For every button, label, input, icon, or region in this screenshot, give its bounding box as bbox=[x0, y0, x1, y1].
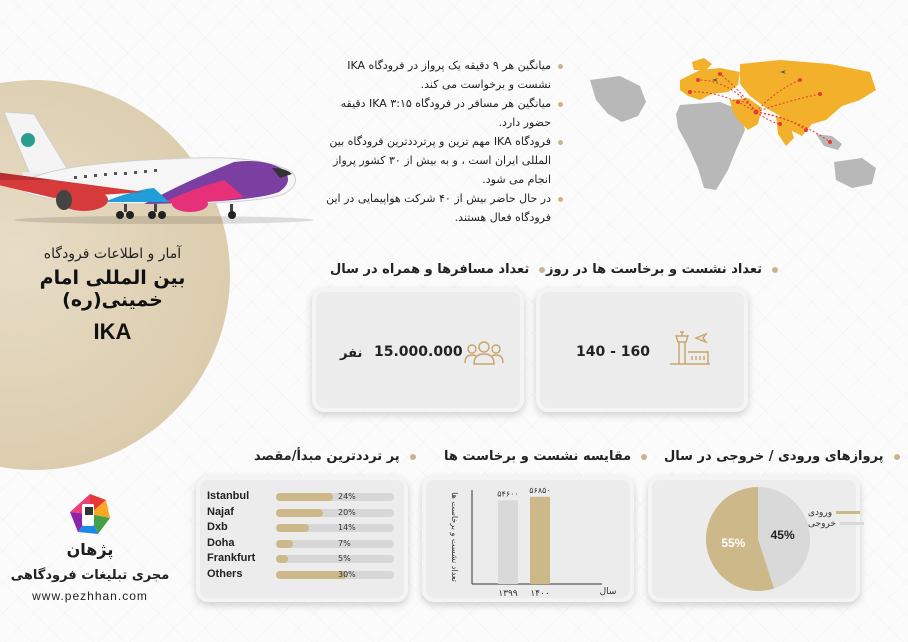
fact-item: فرودگاه IKA مهم ترین و پرترددترین فرودگاه بین المللی ایران است ، و به بیش از ۳۰ کشور پرواز انجام می شود. bbox=[318, 132, 563, 189]
destination-percent: 5% bbox=[338, 554, 351, 563]
passengers-card bbox=[312, 288, 524, 412]
destination-bar bbox=[276, 540, 293, 548]
destination-bar bbox=[276, 493, 333, 501]
comparison-bar-chart bbox=[422, 476, 634, 602]
airport-tower-icon bbox=[666, 328, 714, 368]
bar-1 bbox=[530, 497, 550, 584]
facts-list bbox=[318, 56, 563, 227]
legend-swatch-outgoing bbox=[840, 522, 864, 525]
destination-percent: 7% bbox=[338, 538, 351, 548]
comparison-section-title: مقایسه نشست و برخاست ها bbox=[444, 449, 647, 464]
people-icon bbox=[464, 340, 504, 366]
bullet-dot bbox=[894, 454, 900, 460]
pie-slice-label: 45% bbox=[770, 528, 795, 543]
destination-label: Doha bbox=[207, 536, 235, 549]
title-code: IKA bbox=[93, 319, 132, 344]
flights-section-title: تعداد نشست و برخاست ها در روز bbox=[546, 262, 778, 277]
bar-0 bbox=[498, 500, 518, 584]
fact-item: میانگین هر ۹ دقیقه یک پرواز در فرودگاه IKA نشست و برخواست می کند. bbox=[318, 56, 563, 94]
bullet-dot bbox=[772, 267, 778, 273]
x-axis-label: سال bbox=[599, 587, 617, 597]
legend-swatch-incoming bbox=[836, 511, 860, 514]
pie-chart bbox=[698, 484, 818, 594]
passengers-value: 15.000.000 bbox=[374, 344, 463, 360]
legend-item-outgoing: خروجی bbox=[808, 519, 864, 529]
destination-bar-track bbox=[276, 555, 394, 563]
destinations-section-title: پر ترددترین مبدأ/مقصد bbox=[254, 449, 416, 464]
destination-percent: 30% bbox=[338, 569, 356, 579]
destination-bar bbox=[276, 524, 309, 532]
bar-value-label: ۵۶۸۵۰ bbox=[529, 485, 551, 495]
fact-item: در حال حاضر بیش از ۴۰ شرکت هواپیمایی در این فرودگاه فعال هستند. bbox=[318, 189, 563, 227]
destination-bar-track bbox=[276, 493, 394, 501]
destination-bar-track bbox=[276, 524, 394, 532]
destination-bar bbox=[276, 555, 288, 563]
y-axis-label: تعداد نشست و برخاست ها bbox=[450, 492, 459, 582]
destinations-chart-card bbox=[196, 476, 408, 602]
destination-bar bbox=[276, 509, 323, 517]
title-line-1: آمار و اطلاعات فرودگاه bbox=[43, 246, 182, 262]
comparison-chart-card bbox=[422, 476, 634, 602]
bullet-dot bbox=[410, 454, 416, 460]
pie-slice-label: 55% bbox=[721, 535, 746, 550]
destination-bar-track bbox=[276, 571, 394, 579]
destination-label: Frankfurt bbox=[207, 552, 256, 564]
passengers-section-title: تعداد مسافرها و همراه در سال bbox=[330, 262, 545, 277]
infographic-title bbox=[0, 246, 225, 345]
brand-website-link[interactable]: www.pezhhan.com bbox=[32, 589, 148, 603]
destination-bar-track bbox=[276, 540, 394, 548]
world-route-map bbox=[580, 50, 880, 200]
brand-block bbox=[0, 540, 180, 603]
legend-item-incoming: ورودی bbox=[808, 508, 860, 518]
destination-label: Istanbul bbox=[207, 490, 250, 502]
pie-section-title: پروازهای ورودی / خروجی در سال bbox=[664, 449, 900, 464]
destination-percent: 20% bbox=[338, 507, 356, 517]
passengers-unit: نفر bbox=[340, 346, 363, 361]
title-line-2: بین المللی امام خمینی(ره) bbox=[39, 267, 186, 311]
fact-item: میانگین هر مسافر در فرودگاه IKA ۳:۱۵ دقیقه حضور دارد. bbox=[318, 94, 563, 132]
airplane-illustration bbox=[0, 92, 314, 227]
destination-percent: 24% bbox=[338, 492, 356, 501]
bullet-dot bbox=[539, 267, 545, 273]
destination-bar-track bbox=[276, 509, 394, 517]
brand-name: پژهان bbox=[66, 540, 114, 559]
destination-label: Dxb bbox=[207, 521, 228, 533]
destination-label: Najaf bbox=[207, 505, 234, 518]
pezhhan-logo-mark bbox=[68, 492, 112, 536]
bullet-dot bbox=[641, 454, 647, 460]
flights-value: 140 - 160 bbox=[576, 344, 651, 360]
x-tick-label: ۱۳۹۹ bbox=[498, 589, 518, 599]
destination-percent: 14% bbox=[338, 523, 356, 532]
pie-chart-card bbox=[648, 476, 860, 602]
bar-value-label: ۵۴۶۰۰ bbox=[497, 489, 519, 499]
brand-tagline: مجری تبلیغات فرودگاهی bbox=[10, 568, 170, 583]
destination-bar bbox=[276, 571, 347, 579]
x-tick-label: ۱۴۰۰ bbox=[530, 589, 550, 599]
destination-label: Others bbox=[207, 567, 243, 580]
flights-card bbox=[536, 288, 748, 412]
